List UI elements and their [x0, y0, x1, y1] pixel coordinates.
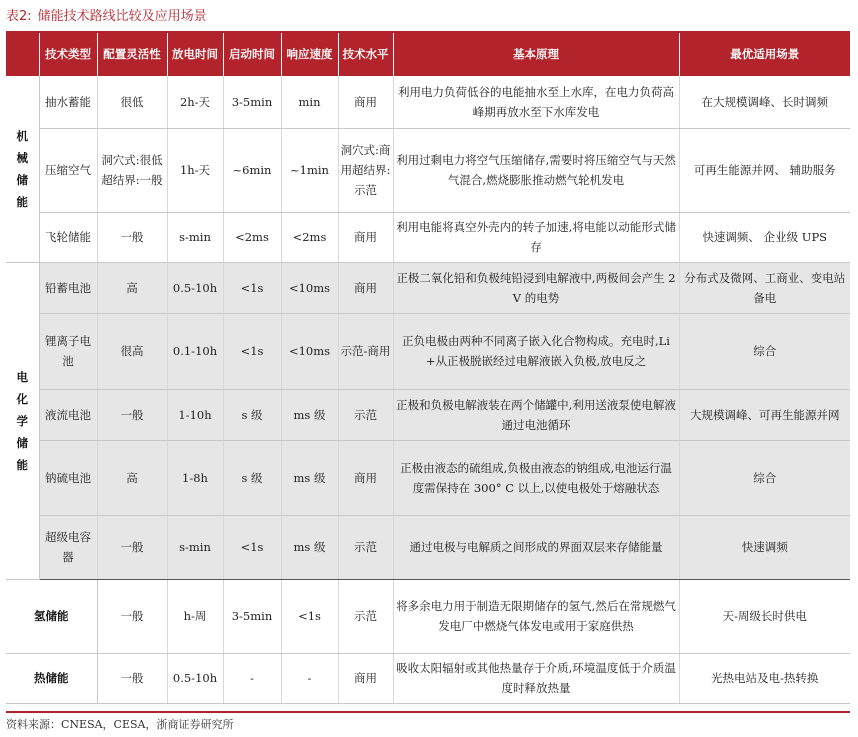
cell-flex: 一般: [97, 653, 167, 703]
cell-scenario: 综合: [679, 313, 850, 389]
header-category: [6, 33, 39, 76]
cell-discharge: 2h-天: [167, 76, 223, 128]
cell-start: <2ms: [223, 212, 281, 262]
cell-flex: 一般: [97, 389, 167, 440]
source-note: 资料来源：CNESA，CESA，浙商证券研究所: [6, 718, 234, 731]
cell-start: <1s: [223, 313, 281, 389]
header-scenario: 最优适用场景: [679, 33, 850, 76]
cell-principle: 正极二氧化铅和负极纯铅浸到电解液中,两极间会产生 2V 的电势: [393, 262, 679, 313]
cell-type: 压缩空气: [39, 128, 97, 212]
table-row: [6, 262, 850, 313]
table-row: [6, 515, 850, 579]
cell-discharge: s-min: [167, 212, 223, 262]
cell-discharge: s-min: [167, 515, 223, 579]
cell-scenario: 分布式及微网、工商业、变电站备电: [679, 262, 850, 313]
cell-start: s 级: [223, 389, 281, 440]
table-row: [6, 76, 850, 128]
cell-response: ms 级: [281, 389, 338, 440]
table-row: [6, 579, 850, 653]
header-row: [6, 33, 850, 76]
cell-start: 3-5min: [223, 579, 281, 653]
header-type: 技术类型: [39, 33, 97, 76]
cell-scenario: 综合: [679, 440, 850, 515]
cell-start: <1s: [223, 262, 281, 313]
cell-type: 超级电容器: [39, 515, 97, 579]
cell-scenario: 天-周级长时供电: [679, 579, 850, 653]
bottom-rule: [6, 711, 850, 713]
cell-response: <10ms: [281, 262, 338, 313]
cell-discharge: 1h-天: [167, 128, 223, 212]
cell-level: 示范: [338, 515, 393, 579]
cell-principle: 正极由液态的硫组成,负极由液态的钠组成,电池运行温度需保持在 300° C 以上,以使电极处于熔融状态: [393, 440, 679, 515]
cell-response: <2ms: [281, 212, 338, 262]
cell-flex: 洞穴式:很低超结界:一般: [97, 128, 167, 212]
cell-level: 商用: [338, 653, 393, 703]
header-discharge: 放电时间: [167, 33, 223, 76]
cell-type: 铅蓄电池: [39, 262, 97, 313]
table-row: [6, 389, 850, 440]
table-row: [6, 128, 850, 212]
cell-scenario: 在大规模调峰、长时调频: [679, 76, 850, 128]
cell-discharge: h-周: [167, 579, 223, 653]
header-start: 启动时间: [223, 33, 281, 76]
cell-level: 示范-商用: [338, 313, 393, 389]
cell-flex: 高: [97, 262, 167, 313]
cell-level: 示范: [338, 389, 393, 440]
header-level: 技术水平: [338, 33, 393, 76]
cell-scenario: 大规模调峰、可再生能源并网: [679, 389, 850, 440]
table-caption: [6, 7, 207, 27]
cell-level: 示范: [338, 579, 393, 653]
cell-start: <1s: [223, 515, 281, 579]
cell-start: -: [223, 653, 281, 703]
category-hydrogen: 氢储能: [6, 579, 97, 653]
category-mechanical: 机械储能: [6, 76, 39, 262]
cell-response: -: [281, 653, 338, 703]
cell-level: 商用: [338, 76, 393, 128]
cell-discharge: 0.1-10h: [167, 313, 223, 389]
cell-type: 钠硫电池: [39, 440, 97, 515]
cell-principle: 利用过剩电力将空气压缩储存,需要时将压缩空气与天然气混合,燃烧膨胀推动燃气轮机发电: [393, 128, 679, 212]
header-flex: 配置灵活性: [97, 33, 167, 76]
cell-response: min: [281, 76, 338, 128]
cell-scenario: 光热电站及电-热转换: [679, 653, 850, 703]
cell-response: ~1min: [281, 128, 338, 212]
cell-flex: 一般: [97, 212, 167, 262]
table-row: [6, 212, 850, 262]
caption-label: 表2:: [6, 9, 32, 24]
cell-flex: 很高: [97, 313, 167, 389]
cell-type: 锂离子电池: [39, 313, 97, 389]
cell-start: s 级: [223, 440, 281, 515]
cell-type: 液流电池: [39, 389, 97, 440]
category-thermal: 热储能: [6, 653, 97, 703]
cell-response: <10ms: [281, 313, 338, 389]
cell-discharge: 0.5-10h: [167, 653, 223, 703]
cell-level: 商用: [338, 262, 393, 313]
cell-principle: 正极和负极电解液装在两个储罐中,利用送液泵使电解液通过电池循环: [393, 389, 679, 440]
cell-principle: 将多余电力用于制造无限期储存的氢气,然后在常规燃气发电厂中燃烧气体发电或用于家庭供热: [393, 579, 679, 653]
table-row: [6, 653, 850, 703]
cell-principle: 利用电能将真空外壳内的转子加速,将电能以动能形式储存: [393, 212, 679, 262]
cell-scenario: 快速调频、 企业级 UPS: [679, 212, 850, 262]
header-principle: 基本原理: [393, 33, 679, 76]
cell-level: 商用: [338, 212, 393, 262]
cell-flex: 很低: [97, 76, 167, 128]
cell-principle: 通过电极与电解质之间形成的界面双层来存储能量: [393, 515, 679, 579]
cell-start: ~6min: [223, 128, 281, 212]
cell-scenario: 快速调频: [679, 515, 850, 579]
storage-comparison-table: [6, 33, 850, 704]
caption-title: 储能技术路线比较及应用场景: [37, 9, 207, 24]
cell-discharge: 1-10h: [167, 389, 223, 440]
cell-principle: 正负电极由两种不同离子嵌入化合物构成。充电时,Li+从正极脱嵌经过电解液嵌入负极,放电反之: [393, 313, 679, 389]
header-response: 响应速度: [281, 33, 338, 76]
table-row: [6, 313, 850, 389]
cell-flex: 一般: [97, 579, 167, 653]
cell-flex: 一般: [97, 515, 167, 579]
table-row: [6, 440, 850, 515]
category-electrochemical: 电化学储能: [6, 262, 39, 579]
cell-discharge: 1-8h: [167, 440, 223, 515]
cell-type: 抽水蓄能: [39, 76, 97, 128]
cell-principle: 吸收太阳辐射或其他热量存于介质,环境温度低于介质温度时释放热量: [393, 653, 679, 703]
cell-principle: 利用电力负荷低谷的电能抽水至上水库，在电力负荷高峰期再放水至下水库发电: [393, 76, 679, 128]
cell-level: 商用: [338, 440, 393, 515]
cell-type: 飞轮储能: [39, 212, 97, 262]
cell-start: 3-5min: [223, 76, 281, 128]
cell-response: ms 级: [281, 515, 338, 579]
cell-discharge: 0.5-10h: [167, 262, 223, 313]
cell-level: 洞穴式:商用超结界:示范: [338, 128, 393, 212]
cell-response: <1s: [281, 579, 338, 653]
cell-flex: 高: [97, 440, 167, 515]
cell-response: ms 级: [281, 440, 338, 515]
cell-scenario: 可再生能源并网、 辅助服务: [679, 128, 850, 212]
